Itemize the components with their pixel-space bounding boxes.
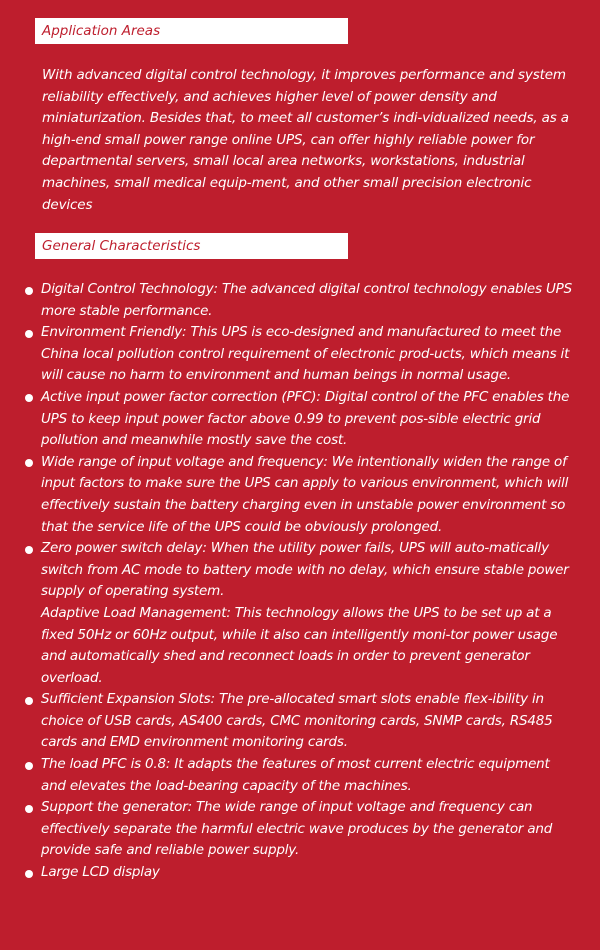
general-characteristics-heading: General Characteristics xyxy=(35,233,348,259)
characteristic-item xyxy=(0,387,600,452)
characteristic-text: The load PFC is 0.8: It adapts the features of most current electric equipment and elevates the load-bearing capacity of the machines. xyxy=(41,756,550,794)
characteristic-text: Wide range of input voltage and frequency: We intentionally widen the range of input factors to make sure the UPS can apply to various environment, which will effectively sustain the battery charging even in unstable power environment so that the service life of the UPS could be obviously prolonged. xyxy=(41,453,569,535)
characteristics-list xyxy=(0,279,600,884)
characteristic-item xyxy=(0,754,600,797)
characteristic-item xyxy=(0,538,600,603)
bullet-dot-icon xyxy=(25,459,33,467)
characteristic-text: Support the generator: The wide range of input voltage and frequency can effectively separate the harmful electric wave produces by the generator and provide safe and reliable power supply. xyxy=(41,799,553,859)
characteristic-text: Zero power switch delay: When the utility power fails, UPS will auto-matically switch from AC mode to battery mode with no delay, which ensure stable power supply of operating system. xyxy=(41,540,569,600)
characteristic-text: Digital Control Technology: The advanced digital control technology enables UPS more stable performance. xyxy=(41,281,572,319)
bullet-dot-icon xyxy=(25,870,33,878)
characteristic-text: Environment Friendly: This UPS is eco-designed and manufactured to meet the China local pollution control requirement of electronic prod-ucts, which means it will cause no harm to environment and human beings in normal usage. xyxy=(41,324,570,384)
characteristic-item xyxy=(0,603,600,689)
characteristic-item xyxy=(0,862,600,884)
characteristic-item xyxy=(0,797,600,862)
characteristic-text: Sufficient Expansion Slots: The pre-allocated smart slots enable flex-ibility in choice of USB cards, AS400 cards, CMC monitoring cards, SNMP cards, RS485 cards and EMD environment monitoring cards. xyxy=(41,691,553,751)
characteristic-item xyxy=(0,452,600,538)
bullet-dot-icon xyxy=(25,287,33,295)
bullet-dot-icon xyxy=(25,546,33,554)
characteristic-item xyxy=(0,689,600,754)
bullet-dot-icon xyxy=(25,762,33,770)
bullet-dot-icon xyxy=(25,330,33,338)
application-areas-text: With advanced digital control technology, it improves performance and system reliability effectively, and achieves higher level of power density and miniaturization. Besides that, to meet all customer’s indi-vidualized needs, as a high-end small power range online UPS, can offer highly reliable power for departmental servers, small local area networks, workstations, industrial machines, small medical equip-ment, and other small precision electronic devices xyxy=(42,67,569,213)
characteristic-text: Adaptive Load Management: This technology allows the UPS to be set up at a fixed 50Hz or 60Hz output, while it also can intelligently moni-tor power usage and automatically shed and reconnect loads in order to prevent generator overload. xyxy=(41,604,558,686)
characteristic-item xyxy=(0,322,600,387)
bullet-dot-icon xyxy=(25,697,33,705)
application-areas-heading: Application Areas xyxy=(35,18,348,44)
characteristic-text: Active input power factor correction (PFC): Digital control of the PFC enables the UPS to keep input power factor above 0.99 to prevent pos-sible electric grid pollution and meanwhile mostly save the cost. xyxy=(41,388,570,449)
characteristic-item xyxy=(0,279,600,322)
bullet-dot-icon xyxy=(25,805,33,813)
bullet-dot-icon xyxy=(25,394,33,402)
characteristic-text: Large LCD display xyxy=(41,864,160,881)
